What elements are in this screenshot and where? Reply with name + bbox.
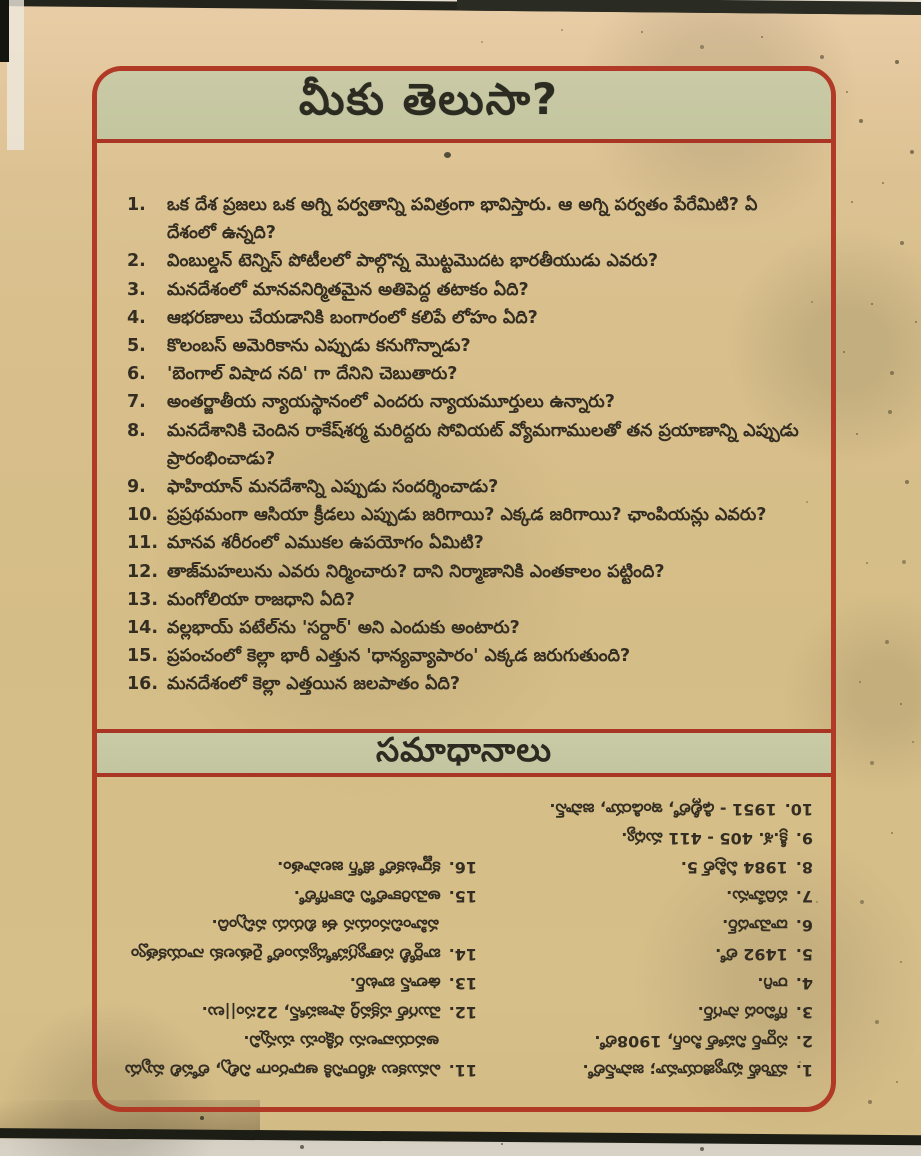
answer-item <box>115 969 477 998</box>
answer-text: రాగి. <box>757 974 788 993</box>
answer-item <box>115 911 477 969</box>
scan-speckles <box>0 0 2 2</box>
question-number: 8. <box>127 420 146 441</box>
answer-text: పదిహేను. <box>726 887 788 906</box>
answer-text: సర్దార్ నిహాల్ సింగ్, 1908లో. <box>594 1032 788 1051</box>
answer-text: బార్దోలీ సత్యాగ్రహోద్యమంలో రైతులకు నాయకత్వం వహించినందున ఈ బిరుదు వచ్చింది. <box>131 916 441 964</box>
answer-number: 15. <box>448 887 477 906</box>
answer-item <box>483 1056 813 1085</box>
question-number: 16. <box>127 674 159 695</box>
answer-item <box>483 940 813 969</box>
answer-item <box>483 882 813 911</box>
answer-item <box>483 824 813 853</box>
answers-title: సమాధానాలు <box>375 729 553 769</box>
answer-text: దామోదర్. <box>722 916 788 935</box>
answer-text: క్రీ.శ. 405 - 411 మధ్య. <box>621 829 788 848</box>
answer-number: 2. <box>795 1032 813 1051</box>
answer-item <box>115 853 477 882</box>
answers-band <box>97 729 831 777</box>
question-number: 12. <box>127 561 159 582</box>
answer-number: 16. <box>448 858 477 877</box>
question-number: 15. <box>127 646 159 667</box>
question-item <box>121 304 817 332</box>
question-text: అంతర్జాతీయ న్యాయస్థానంలో ఎందరు న్యాయమూర్తులు ఉన్నారు? <box>167 392 615 413</box>
question-item <box>121 642 817 670</box>
answer-text: మొగల్ చక్రవర్తి షాజహాన్, 22సం||లు. <box>201 1003 441 1022</box>
question-text: ఒక దేశ ప్రజలు ఒక అగ్ని పర్వతాన్ని పవిత్రంగా భావిస్తారు. ఆ అగ్ని పర్వతం పేరేమిటి? ఏ దేశంలో ఉన్నది? <box>167 195 758 244</box>
answer-item <box>483 795 813 824</box>
question-item <box>121 360 817 388</box>
answer-item <box>483 911 813 940</box>
title-band <box>97 71 831 143</box>
question-item <box>121 614 817 642</box>
question-text: మనదేశంలో కెల్లా ఎత్తయిన జలపాతం ఏది? <box>167 674 461 695</box>
question-text: మంగోలియా రాజధాని ఏది? <box>167 589 355 610</box>
question-number: 3. <box>127 279 146 300</box>
answer-text: 1951 - ఢిల్లీలో, ఇండియా, జపాన్. <box>549 800 777 819</box>
answer-text: ఉలాన్ బాటర్. <box>349 974 441 993</box>
answer-number: 7. <box>795 887 813 906</box>
question-item <box>121 276 817 304</box>
answer-number: 12. <box>448 1003 477 1022</box>
questions-list <box>121 147 817 727</box>
question-item <box>121 247 817 275</box>
question-number: 4. <box>127 307 146 328</box>
question-text: ప్రపంచంలో కెల్లా భారీ ఎత్తున 'ధాన్యవ్యాపారం' ఎక్కడ జరుగుతుంది? <box>167 646 631 667</box>
answers-columns <box>105 795 823 1085</box>
question-item <box>121 388 817 416</box>
question-number: 7. <box>127 392 146 413</box>
question-number: 6. <box>127 364 146 385</box>
question-item <box>121 586 817 614</box>
answer-text: ఎముకలు శరీరానికి ఆధారంగా నిల్చి, లోపలి మృదు అవయవాలను రక్షించు చున్నవి. <box>124 1032 441 1080</box>
question-item <box>121 417 817 473</box>
answer-item <box>483 998 813 1027</box>
answer-item <box>115 1027 477 1085</box>
question-number: 5. <box>127 336 146 357</box>
answers-column-1-10 <box>483 795 813 1085</box>
question-text: మనదేశంలో మానవనిర్మితమైన అతిపెద్ద తటాకం ఏది? <box>167 279 529 300</box>
question-item <box>121 558 817 586</box>
question-text: కొలంబస్ అమెరికాను ఎప్పుడు కనుగొన్నాడు? <box>167 336 471 357</box>
answer-item <box>115 998 477 1027</box>
question-item <box>121 670 817 698</box>
question-number: 14. <box>127 618 159 639</box>
answer-number: 11. <box>448 1061 477 1080</box>
question-text: ఆభరణాలు చేయడానికి బంగారంలో కలిపే లోహం ఏది? <box>167 307 538 328</box>
answer-number: 1. <box>795 1061 813 1080</box>
answer-text: 1984 ఏప్రిల్ 5. <box>680 858 788 877</box>
question-item <box>121 191 817 247</box>
answer-number: 8. <box>795 858 813 877</box>
page-title: మీకు తెలుసా? <box>299 75 559 125</box>
page-frame <box>92 66 836 1112</box>
question-item <box>121 332 817 360</box>
answer-text: అమెరికాలోని చికాగోలో. <box>293 887 441 906</box>
answer-number: 14. <box>448 945 477 964</box>
question-number: 13. <box>127 589 159 610</box>
answer-number: 9. <box>795 829 813 848</box>
answer-number: 6. <box>795 916 813 935</box>
answer-number: 13. <box>448 974 477 993</box>
question-text: ఫాహియాన్ మనదేశాన్ని ఎప్పుడు సందర్శించాడు? <box>167 477 499 498</box>
answer-item <box>483 1027 813 1056</box>
answers-column-11-16 <box>115 795 483 1085</box>
question-number: 1. <box>127 195 146 215</box>
question-number: 10. <box>127 505 159 526</box>
question-number: 11. <box>127 533 159 554</box>
answer-text: కర్ణాటకలో జోగ్ జలపాతం. <box>277 858 441 877</box>
answers-section-rotated <box>105 777 823 1103</box>
answer-number: 5. <box>795 945 813 964</box>
scan-edge-top-right <box>457 0 921 15</box>
scan-edge-left-black <box>0 0 9 62</box>
answer-text: 1492 లో. <box>715 945 788 964</box>
question-item <box>121 529 817 557</box>
question-item <box>121 473 817 501</box>
question-text: ప్రప్రథమంగా ఆసియా క్రీడలు ఎప్పుడు జరిగాయి? ఎక్కడ జరిగాయి? ఛాంపియన్లు ఎవరు? <box>167 505 767 526</box>
question-text: వింబుల్డన్ టెన్నిస్ పోటీలలో పాల్గొన్న మొట్టమొదట భారతీయుడు ఎవరు? <box>167 251 658 272</box>
question-text: 'బెంగాల్ విషాద నది' గా దేనిని చెబుతారు? <box>167 364 458 385</box>
answer-item <box>483 969 813 998</box>
answer-number: 3. <box>795 1003 813 1022</box>
answer-text: మౌంట్ ఫ్యూజియామా; జపాన్‌లో. <box>582 1061 788 1080</box>
question-text: మానవ శరీరంలో ఎముకల ఉపయోగం ఏమిటి? <box>167 533 484 554</box>
question-item <box>121 501 817 529</box>
question-text: వల్లభాయ్ పటేల్‌ను 'సర్దార్' అని ఎందుకు అంటారు? <box>167 618 520 639</box>
question-text: మనదేశానికి చెందిన రాకేష్‌శర్మ మరిద్దరు సోవియట్ వ్యోమగాములతో తన ప్రయాణాన్ని ఎప్పుడు ప్రారంభించాడు? <box>167 420 799 469</box>
scan-edge-left-white <box>7 0 24 150</box>
answer-item <box>483 853 813 882</box>
answer-number: 10. <box>784 800 813 819</box>
question-number: 9. <box>127 477 146 498</box>
answer-item <box>115 882 477 911</box>
question-text: తాజ్‌మహలును ఎవరు నిర్మించారు? దాని నిర్మాణానికి ఎంతకాలం పట్టింది? <box>167 561 665 582</box>
question-number: 2. <box>127 251 146 272</box>
answer-text: గోవింద సాగర్. <box>697 1003 788 1022</box>
answer-number: 4. <box>795 974 813 993</box>
scan-edge-bottom <box>0 1128 921 1145</box>
